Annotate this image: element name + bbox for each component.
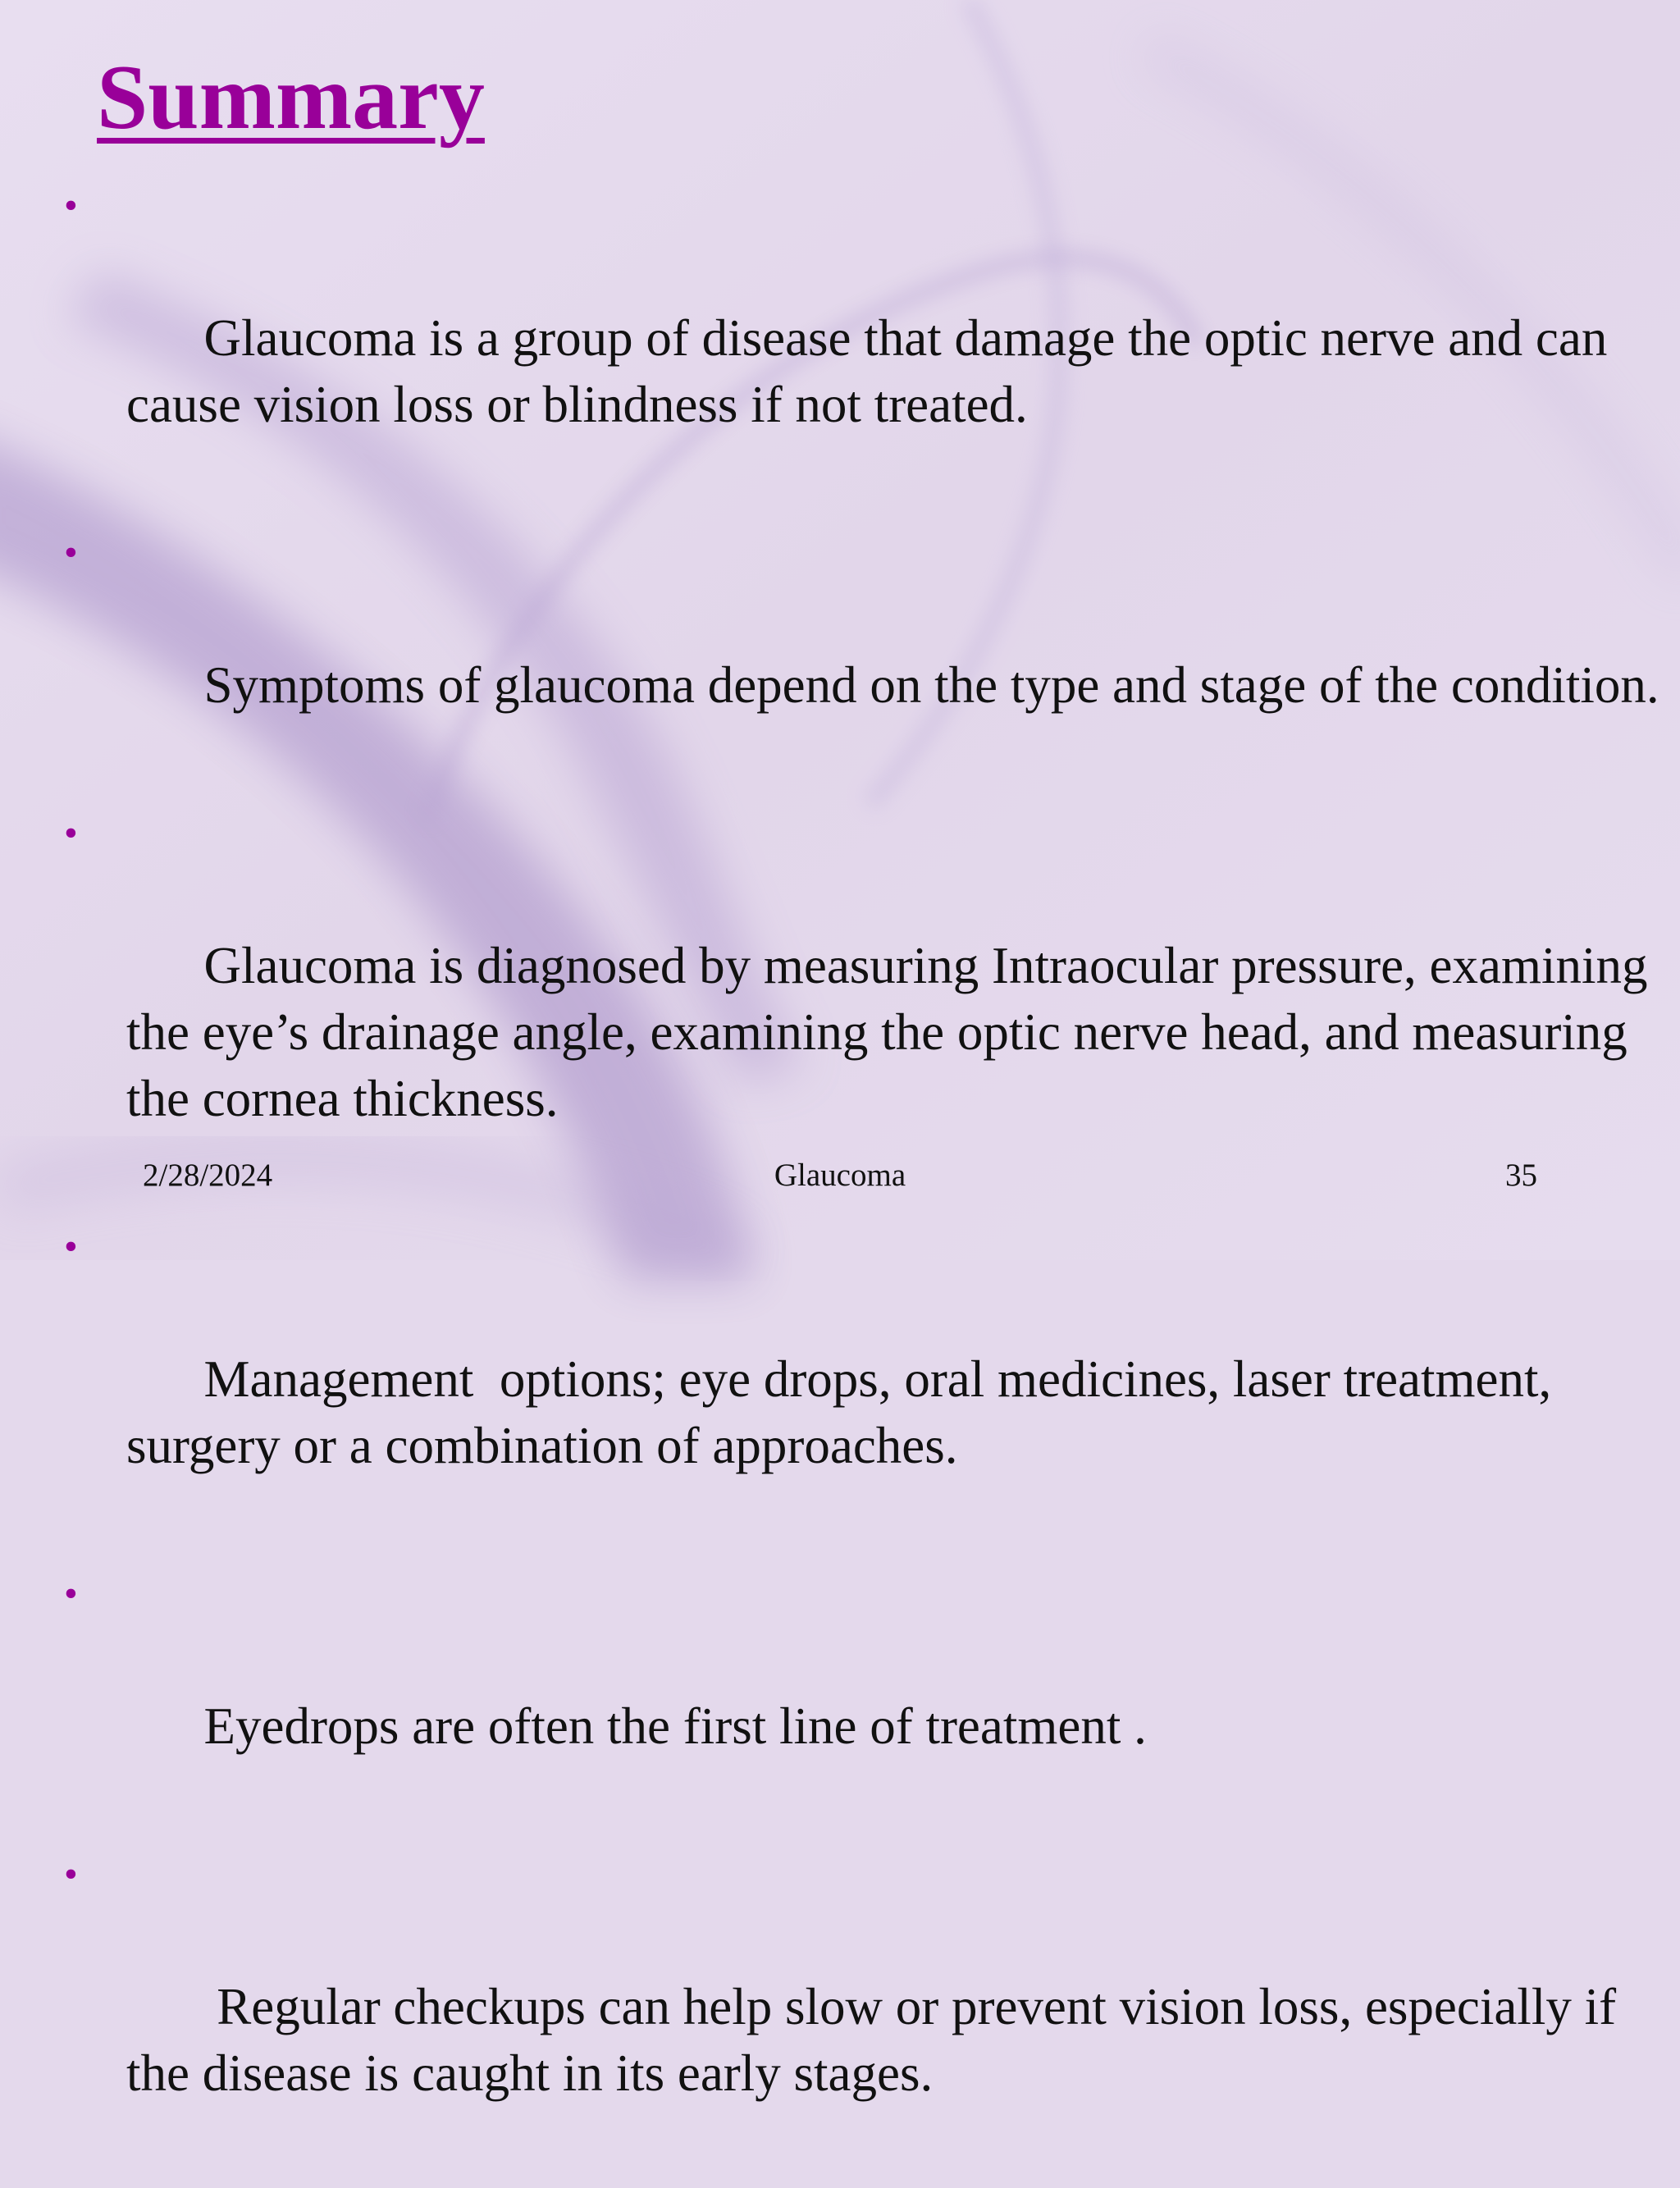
list-item (64, 800, 1669, 1199)
bullet-icon: • (64, 1225, 78, 1268)
bullet-icon: • (64, 1852, 78, 1896)
slide-number: 35 (1505, 1158, 1537, 1193)
bullet-text: Glaucoma is diagnosed by measuring Intraocular pressure, examining the eye’s drainage angle, examining the optic nerve head, and measuring the cornea thickness. (126, 937, 1661, 1127)
list-item (64, 519, 1669, 785)
bullet-text: Regular checkups can help slow or prevent vision loss, especially if the disease is caught in its early stages. (126, 1978, 1629, 2102)
slide-title: Summary (97, 47, 485, 148)
footer-date: 2/28/2024 (143, 1158, 273, 1193)
bullet-text: Symptoms of glaucoma depend on the type and stage of the condition. (203, 656, 1659, 714)
bullet-icon: • (64, 1572, 78, 1615)
bullet-icon: • (64, 184, 78, 227)
list-item (64, 1841, 1669, 2173)
bullet-icon: • (64, 531, 78, 574)
list-item (64, 1213, 1669, 1546)
list-item (64, 1560, 1669, 1826)
bullet-text: Eyedrops are often the first line of treatment . (203, 1697, 1147, 1755)
bullet-icon: • (64, 811, 78, 855)
bullet-text: Management options; eye drops, oral medicines, laser treatment, surgery or a combination of approaches. (126, 1350, 1564, 1474)
footer-title: Glaucoma (774, 1158, 906, 1193)
list-item (64, 172, 1669, 505)
bullet-text: Glaucoma is a group of disease that damage the optic nerve and can cause vision loss or blindness if not treated. (126, 309, 1621, 433)
